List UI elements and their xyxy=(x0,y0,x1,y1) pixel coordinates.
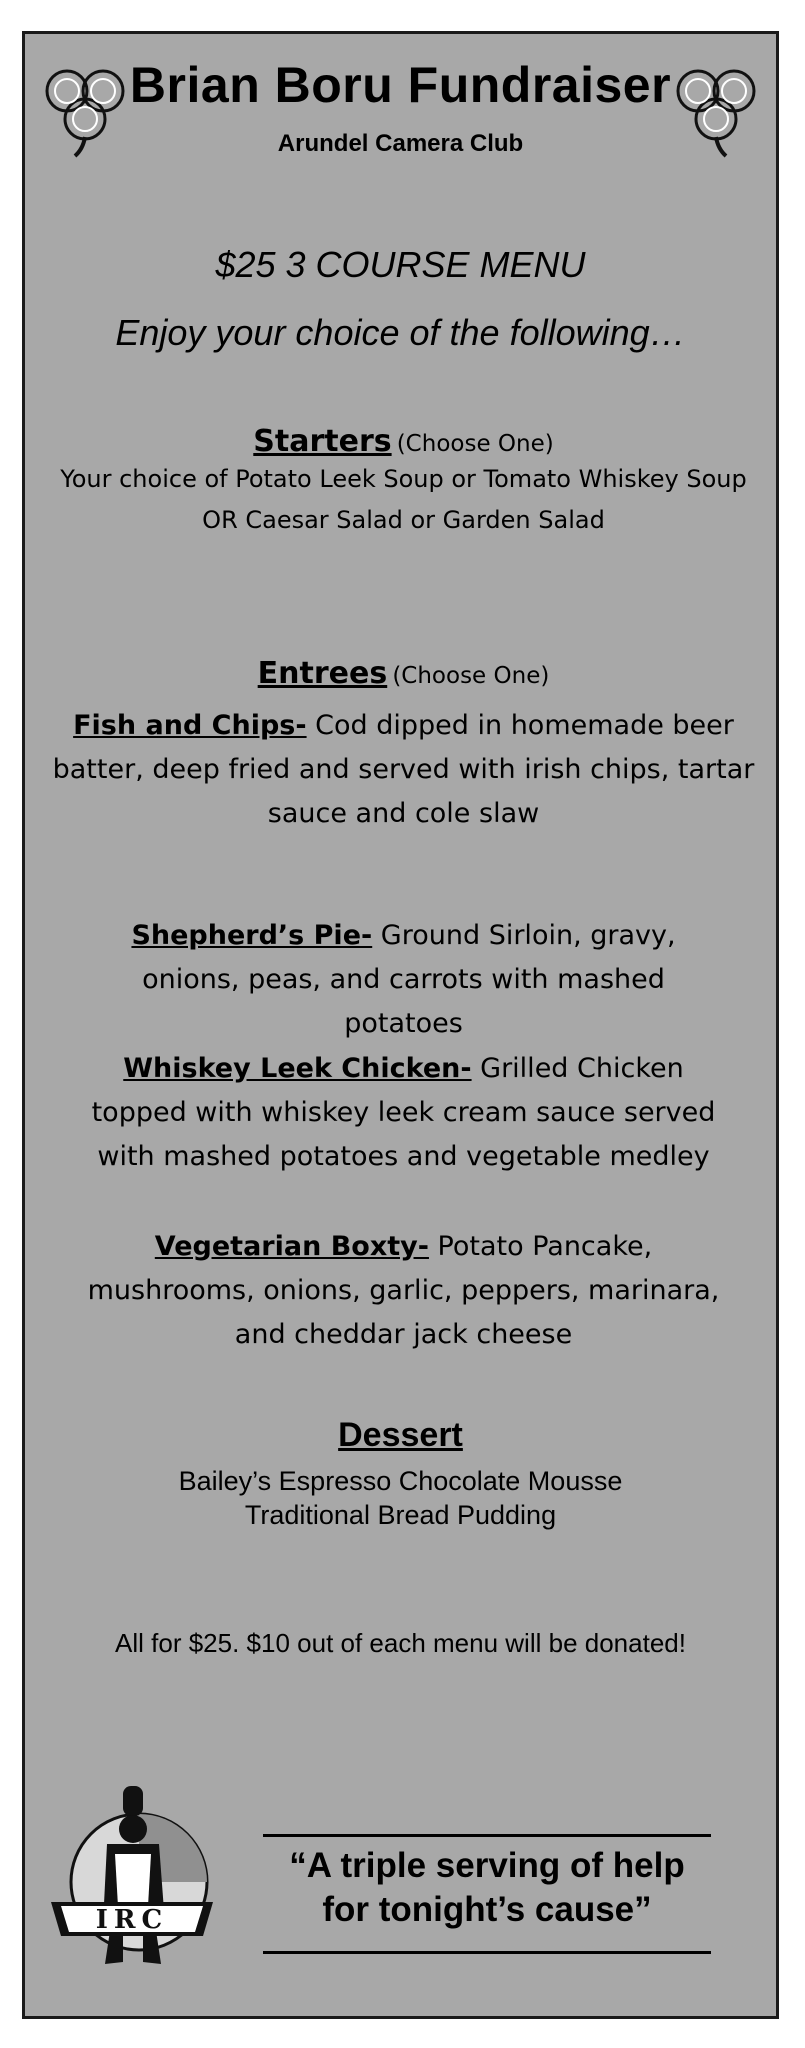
entree-item xyxy=(85,914,722,1046)
entree-item xyxy=(50,704,757,836)
quote-line: “A triple serving of help xyxy=(289,1846,685,1885)
menu-card xyxy=(22,31,779,2019)
entree-name: Whiskey Leek Chicken- xyxy=(123,1053,472,1084)
club-name: Arundel Camera Club xyxy=(277,130,524,157)
slogan-quote xyxy=(263,1844,711,1932)
entrees-heading-row xyxy=(50,656,757,691)
dessert-list xyxy=(25,1464,776,1532)
starters-heading: Starters xyxy=(253,424,392,459)
starters-section xyxy=(50,424,757,541)
menu-tagline: Enjoy your choice of the following… xyxy=(115,312,686,353)
entree-description: Grilled Chicken topped with whiskey leek cream sauce served with mashed potatoes and vegetable medley xyxy=(91,1053,716,1172)
starters-heading-row xyxy=(50,424,757,459)
entree-description: Ground Sirloin, gravy, onions, peas, and carrots with mashed potatoes xyxy=(142,920,676,1039)
dessert-item: Bailey’s Espresso Chocolate Mousse xyxy=(178,1466,623,1496)
entree-description: Potato Pancake, mushrooms, onions, garlic, peppers, marinara, and cheddar jack cheese xyxy=(87,1231,720,1350)
entree-description: Cod dipped in homemade beer batter, deep fried and served with irish chips, tartar sauce and cole slaw xyxy=(52,710,755,829)
entree-item xyxy=(80,1047,727,1179)
entrees-choose-note: (Choose One) xyxy=(392,663,550,689)
quote-line: for tonight’s cause” xyxy=(322,1890,652,1929)
entrees-heading: Entrees xyxy=(257,656,388,691)
divider xyxy=(263,1834,711,1837)
starters-line: Your choice of Potato Leek Soup or Tomato Whiskey Soup xyxy=(60,465,747,493)
price-donation-note: All for $25. $10 out of each menu will be donated! xyxy=(115,1628,686,1658)
page-title: Brian Boru Fundraiser xyxy=(129,57,672,113)
logo-text: IRC xyxy=(95,1905,169,1935)
dessert-item: Traditional Bread Pudding xyxy=(244,1500,557,1530)
divider xyxy=(263,1951,711,1954)
irc-chef-logo xyxy=(47,1784,217,1984)
entree-name: Fish and Chips- xyxy=(73,710,307,741)
menu-heading: $25 3 COURSE MENU xyxy=(215,244,586,285)
starters-choose-note: (Choose One) xyxy=(396,431,554,457)
starters-line: OR Caesar Salad or Garden Salad xyxy=(202,506,605,534)
entree-item xyxy=(80,1225,727,1357)
entree-name: Vegetarian Boxty- xyxy=(154,1231,429,1262)
entrees-section xyxy=(50,656,757,691)
entree-name: Shepherd’s Pie- xyxy=(131,920,373,951)
dessert-heading: Dessert xyxy=(338,1416,463,1454)
